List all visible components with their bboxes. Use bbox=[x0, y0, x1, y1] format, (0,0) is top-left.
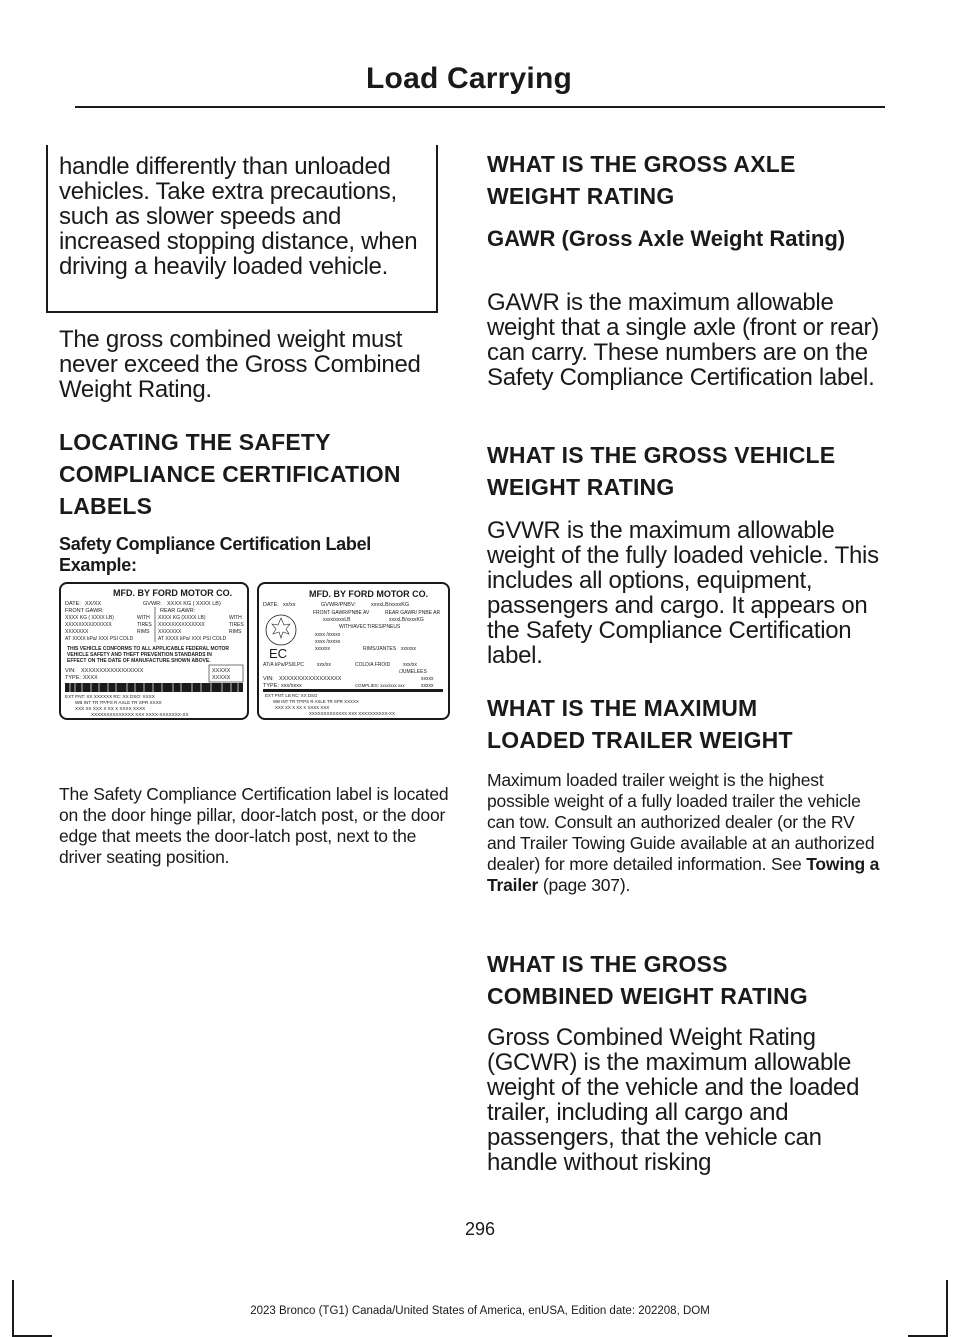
ca-label-cold-value: xxx/xx bbox=[403, 662, 417, 668]
ca-label-rear-gawr: REAR GAWR/ PNBE AR bbox=[385, 610, 441, 616]
ca-label-rims-value: xxxxxx bbox=[401, 646, 416, 652]
us-label-rims-rear: RIMS bbox=[229, 629, 242, 635]
gvwr-heading-line-1: WHAT IS THE GROSS VEHICLE bbox=[487, 442, 836, 468]
gvwr-paragraph: GVWR is the maximum allowable weight of the fully loaded vehicle. This includes all options, equipment, passengers and cargo. It appears on the Safety Compliance Certification label. bbox=[487, 517, 879, 669]
ca-label-rims: RIMS/JANTES bbox=[363, 646, 397, 652]
ca-label-x3: xxxxxx bbox=[315, 646, 330, 652]
page-number: 296 bbox=[464, 1219, 496, 1239]
gcwr-heading bbox=[487, 948, 883, 1012]
ca-label-date-value: xx/xx bbox=[283, 602, 296, 608]
ca-label-front-gawr: FRONT GAWR/PNBE AV bbox=[313, 610, 370, 616]
trailer-heading-line-2: LOADED TRAILER WEIGHT bbox=[487, 727, 793, 753]
us-label-tires: TIRES bbox=[137, 622, 152, 628]
ca-label-jumelees: /JUMELEES bbox=[399, 669, 427, 675]
ca-label-x2: xxxx /xxxxx bbox=[315, 639, 341, 645]
us-label-conform-3: EFFECT ON THE DATE OF MANUFACTURE SHOWN ABOVE. bbox=[67, 658, 211, 664]
warning-text: handle differently than unloaded vehicles. Take extra precautions, such as slower speeds and increased stopping distance, when driving a heavily loaded vehicle. bbox=[59, 153, 418, 280]
ca-label-codes-row-2: WB INT TR TP/PS R AXLE TR SPR XXXXX bbox=[273, 699, 359, 704]
ca-label-box-1: xxxxx bbox=[421, 676, 434, 682]
gawr-heading-line-1: WHAT IS THE GROSS AXLE bbox=[487, 151, 796, 177]
us-label-title: MFD. BY FORD MOTOR CO. bbox=[113, 588, 233, 598]
us-label-rear-gawr: REAR GAWR: bbox=[160, 608, 196, 614]
us-label-rear-gawr-value: XXXX KG (XXXX LB) bbox=[158, 615, 206, 621]
locating-heading-line-2: COMPLIANCE CERTIFICATION bbox=[59, 461, 401, 487]
ca-label-pressure-value: xxx/xx bbox=[317, 662, 331, 668]
us-label-conform-1: THIS VEHICLE CONFORMS TO ALL APPLICABLE FEDERAL MOTOR bbox=[67, 646, 230, 652]
crop-mark-right bbox=[946, 1280, 948, 1337]
edition-footer: 2023 Bronco (TG1) Canada/United States of America, enUSA, Edition date: 202208, DOM bbox=[250, 1305, 710, 1317]
trailer-paragraph bbox=[487, 770, 883, 896]
trailer-heading-line-1: WHAT IS THE MAXIMUM bbox=[487, 695, 758, 721]
ca-label-codes-row-4: XXXXXXXXXXXXX XXX XXXXXXXXXX-XX bbox=[309, 711, 395, 716]
ca-label-type: TYPE: bbox=[263, 683, 279, 689]
us-label-with: WITH bbox=[137, 615, 150, 621]
label-location-paragraph: The Safety Compliance Certification label is located on the door hinge pillar, door-latch post, or the door edge that meets the door-latch post, next to the driver seating position. bbox=[59, 784, 449, 867]
gvwr-heading bbox=[487, 439, 883, 503]
us-label-codes-row-2: WB INT TR TP/PS R AXLE TR SPR XXXX bbox=[75, 700, 162, 705]
us-label-type: TYPE: bbox=[65, 675, 81, 681]
canada-safety-label-drawing bbox=[259, 584, 448, 718]
ca-label-type-value: xxx/xxxx bbox=[281, 683, 302, 689]
locating-heading-line-1: LOCATING THE SAFETY bbox=[59, 429, 331, 455]
locating-heading bbox=[59, 426, 451, 522]
us-label-x14-rear: XXXXXXXXXXXXXX bbox=[158, 622, 205, 628]
ca-label-rear-gawr-value: xxxxLB/xxxxKG bbox=[389, 617, 424, 623]
us-label-gvwr: GVWR: bbox=[143, 601, 162, 607]
ca-label-cold: COLD/A FROID bbox=[355, 662, 391, 668]
example-heading: Safety Compliance Certification Label Example: bbox=[59, 534, 371, 575]
trailer-page-ref: (page 307). bbox=[542, 875, 631, 895]
us-label-x7: XXXXXXX bbox=[65, 629, 89, 635]
us-label-tires-rear: TIRES bbox=[229, 622, 244, 628]
ca-label-x1: xxxx /xxxxx bbox=[315, 632, 341, 638]
us-label-gvwr-value: XXXX KG ( XXXX LB) bbox=[167, 601, 221, 607]
us-label-front-gawr: FRONT GAWR: bbox=[65, 608, 104, 614]
ca-label-gvwr-value: xxxxLB/xxxxKG bbox=[371, 602, 410, 608]
us-label-box-1: XXXXX bbox=[212, 668, 231, 674]
ca-label-codes-row-1: EXT PNT: LB RC: XX DSO bbox=[265, 693, 318, 698]
ca-label-pressure: AT/A kPa/PSI/LPC bbox=[263, 662, 305, 668]
ca-label-codes-row-3: XXX XX X XX X XXXX XXX bbox=[275, 705, 330, 710]
us-label-x7-rear: XXXXXXX bbox=[158, 629, 182, 635]
gcwr-paragraph: The gross combined weight must never exceed the Gross Combined Weight Rating. bbox=[59, 326, 421, 403]
towing-a-trailer-link[interactable]: Towing a Trailer bbox=[487, 854, 880, 895]
us-label-codes-row-1: EXT PNT: XX XXXXXX RC: XX DSO: XXXX bbox=[65, 694, 155, 699]
us-label-date: DATE: bbox=[65, 601, 81, 607]
ca-label-gvwr: GVWR/PNBV: bbox=[321, 602, 356, 608]
ca-label-date: DATE: bbox=[263, 602, 279, 608]
gawr-paragraph: GAWR is the maximum allowable weight that a single axle (front or rear) can carry. These numbers are on the Safety Compliance Certification label. bbox=[487, 289, 879, 391]
us-label-vin: VIN: bbox=[65, 668, 76, 674]
gawr-heading bbox=[487, 148, 883, 212]
ca-label-complies: COMPLIES: xxxx/xxx xxx bbox=[355, 683, 405, 688]
gcwr-heading-line-2: COMBINED WEIGHT RATING bbox=[487, 983, 808, 1009]
gawr-heading-line-2: WEIGHT RATING bbox=[487, 183, 675, 209]
maple-leaf-icon bbox=[272, 618, 290, 638]
ca-label-barcode bbox=[263, 689, 443, 692]
us-label-pressure-rear: AT XXXX kPa/ XXX PSI COLD bbox=[158, 636, 227, 642]
ca-label-tires: TIRES/PNEUS bbox=[367, 624, 401, 630]
us-label-front-gawr-value: XXXX KG ( XXXX LB) bbox=[65, 615, 114, 621]
canada-safety-label bbox=[257, 582, 450, 720]
ca-label-vin-value: XXXXXXXXXXXXXXXXX bbox=[279, 676, 342, 682]
us-label-date-value: XX/XX bbox=[85, 601, 102, 607]
trailer-paragraph-text: Maximum loaded trailer weight is the highest possible weight of a fully loaded trailer the vehicle can tow. Consult an authorized dealer (or the RV and Trailer Towing Guide available at an authorized dealer) for more detailed information. See bbox=[487, 770, 875, 874]
ca-label-title: MFD. BY FORD MOTOR CO. bbox=[309, 589, 429, 599]
ca-label-seal bbox=[266, 615, 296, 645]
crop-mark-left bbox=[12, 1280, 14, 1337]
us-label-rims: RIMS bbox=[137, 629, 150, 635]
gawr-subheading: GAWR (Gross Axle Weight Rating) bbox=[487, 226, 846, 251]
page-title: Load Carrying bbox=[366, 62, 572, 95]
gcwr-heading-line-1: WHAT IS THE GROSS bbox=[487, 951, 728, 977]
warning-box bbox=[46, 145, 438, 313]
ca-label-with: WITH/AVEC bbox=[339, 624, 367, 630]
ca-label-front-gawr-value: xxxx/xxxxLB bbox=[323, 617, 351, 623]
locating-heading-line-3: LABELS bbox=[59, 493, 153, 519]
ca-label-ec: EC bbox=[269, 646, 288, 661]
ca-label-vin: VIN: bbox=[263, 676, 274, 682]
us-label-type-value: XXXX bbox=[83, 675, 98, 681]
us-label-x14: XXXXXXXXXXXXXX bbox=[65, 622, 112, 628]
ca-label-box-2: xxxxx bbox=[421, 683, 434, 689]
gvwr-heading-line-2: WEIGHT RATING bbox=[487, 474, 675, 500]
us-label-conform-2: VEHICLE SAFETY AND THEFT PREVENTION STANDARDS IN bbox=[67, 652, 212, 658]
us-label-box-2: XXXXX bbox=[212, 675, 231, 681]
us-label-pressure: AT XXXX kPa/ XXX PSI COLD bbox=[65, 636, 134, 642]
us-label-codes-row-3: XXX XX XXX X XX X XXXX XXXX bbox=[75, 706, 146, 711]
us-safety-label bbox=[59, 582, 249, 720]
us-label-with-rear: WITH bbox=[229, 615, 242, 621]
us-label-barcode bbox=[65, 683, 243, 692]
trailer-heading bbox=[487, 692, 883, 756]
us-label-vin-value: XXXXXXXXXXXXXXXXX bbox=[81, 668, 144, 674]
header-divider bbox=[75, 106, 885, 108]
us-safety-label-drawing bbox=[61, 584, 247, 718]
gcwr-definition-paragraph: Gross Combined Weight Rating (GCWR) is the maximum allowable weight of the vehicle and the loaded trailer, including all cargo and passengers, that the vehicle can handle without risking bbox=[487, 1024, 860, 1176]
us-label-codes-row-4: XXXXXXXXXXXXXX XXX XXXX-XXXXXXX-XX bbox=[91, 712, 189, 717]
